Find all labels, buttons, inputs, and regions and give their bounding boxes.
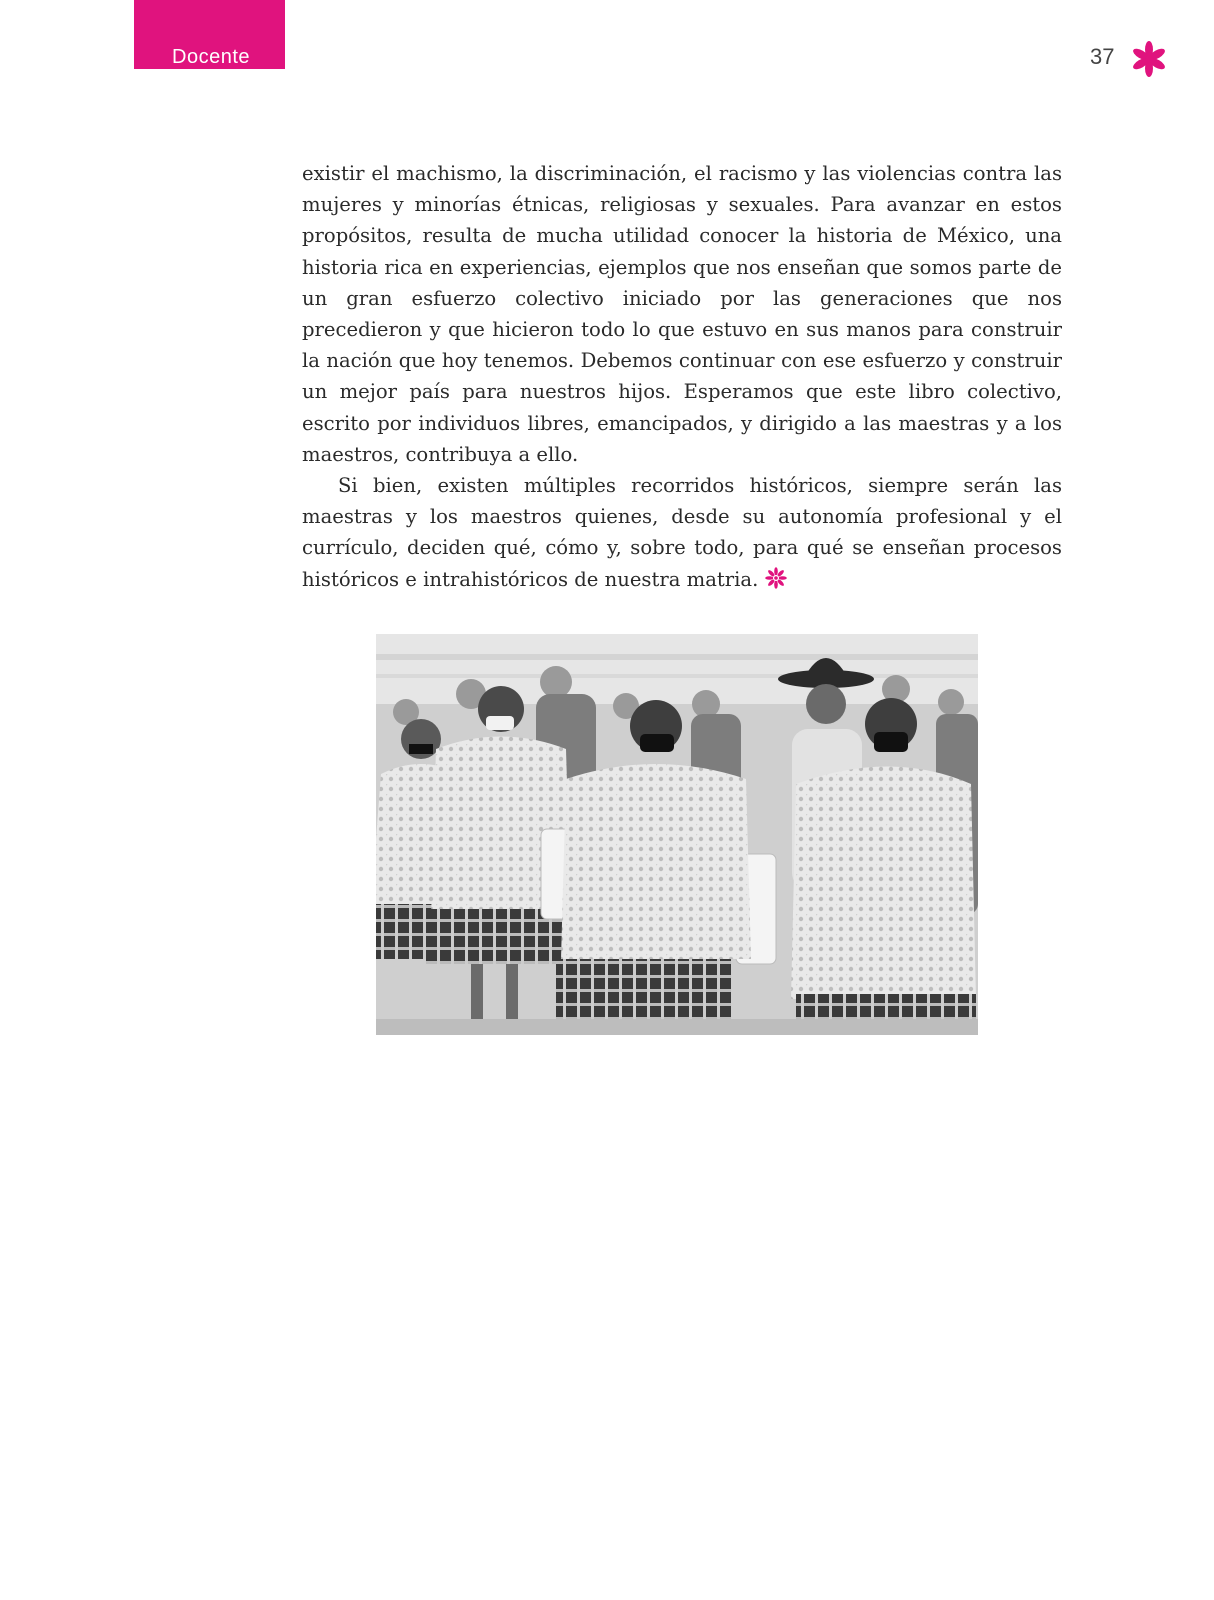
paragraph: existir el machismo, la discriminación, el racismo y las violencias contra las mujeres y minorías étnicas, religiosas y sexuales. Para avanzar en estos propósitos, resulta de mucha utilidad conocer la historia de México, una historia rica en experiencias, ejemplos que nos enseñan que somos parte de un gran esfuerzo colectivo iniciado por las generaciones que nos precedieron y que hicieron todo lo que estuvo en sus manos para construir la nación que hoy tenemos. Debemos continuar con ese esfuerzo y construir un mejor país para nuestros hijos. Esperamos que este libro colectivo, escrito por individuos libres, emancipados, y dirigido a las maestras y a los maestros, contribuya a ello. (302, 162, 1062, 466)
section-tab (134, 0, 285, 69)
photo-group-of-women-icon (376, 634, 978, 1035)
paragraph: Si bien, existen múltiples recorridos históricos, siempre serán las maestras y los maestros quienes, desde su autonomía profesional y el currículo, deciden qué, cómo y, sobre todo, para qué se enseñan procesos históricos e intrahistóricos de nuestra matria. (302, 474, 1062, 591)
page-number: 37 (1090, 44, 1115, 69)
asterisk-flower-icon (1130, 40, 1168, 78)
body-text (302, 158, 1062, 595)
flower-icon (764, 566, 788, 590)
section-label: Docente (172, 46, 250, 68)
photo-group-of-women (376, 634, 978, 1035)
